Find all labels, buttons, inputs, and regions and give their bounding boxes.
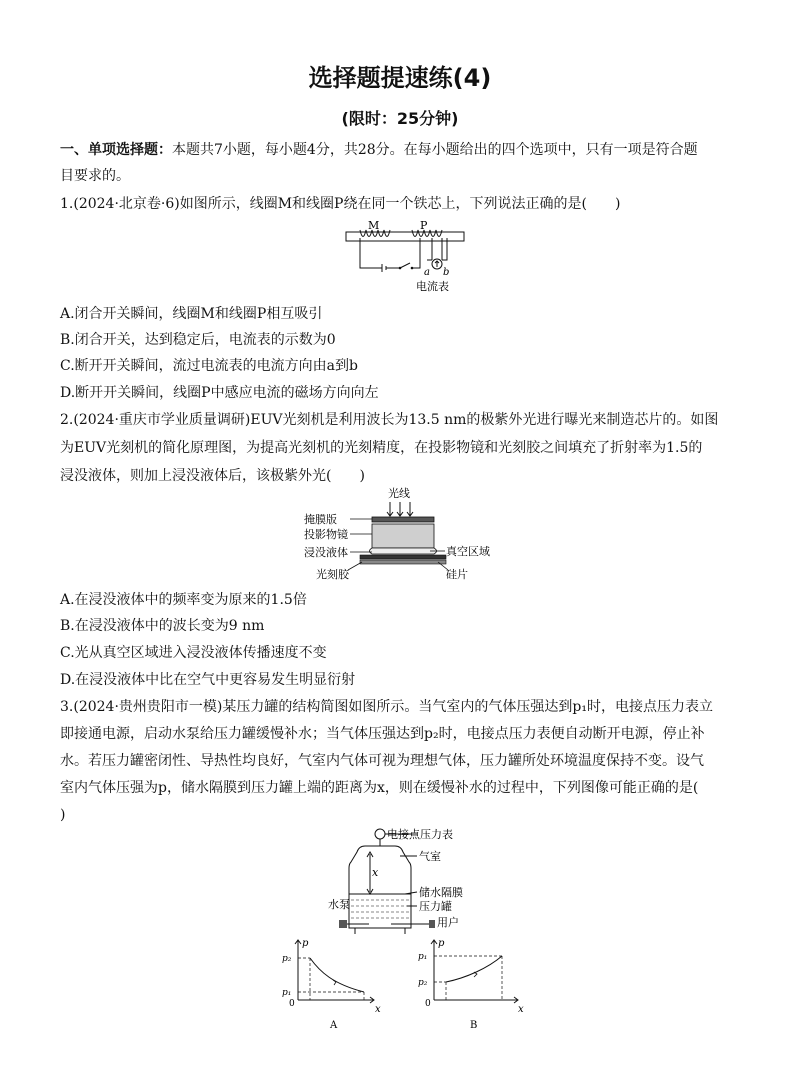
graph-b-tick-low: p₂ (418, 978, 428, 988)
graph-a-tick-high: p₂ (282, 954, 292, 964)
page-title: 选择题提速练(4) (308, 64, 492, 92)
q3-graph-b (414, 936, 524, 1032)
q3-prefix: 3.(2024· (60, 699, 119, 715)
tank-user-label: 用户 (437, 916, 459, 929)
q1-option-d: D.断开开关瞬间，线圈P中感应电流的磁场方向向左 (60, 385, 379, 401)
terminal-b-label: b (443, 267, 450, 278)
terminal-a-label: a (424, 267, 430, 278)
euv-wafer-label: 硅片 (446, 568, 468, 581)
q2-option-d: D.在浸没液体中比在空气中更容易发生明显衍射 (60, 672, 356, 688)
q2-stem-line-2: 为EUV光刻机的简化原理图，为提高光刻机的光刻精度，在投影物镜和光刻胶之间填充了折射率为1.5的 (60, 440, 703, 456)
q3-tank-figure (325, 826, 505, 934)
q3-stem-line-2: 即接通电源，启动水泵给压力罐缓慢补水；当气体压强达到p₂时，电接点压力表便自动断开电源，停止补 (60, 726, 705, 742)
coil-m-label: M (368, 220, 380, 232)
q3-stem (60, 697, 713, 717)
tank-x-label: x (372, 866, 379, 879)
section-intro (60, 140, 698, 160)
q3-source: 贵州贵阳市一模 (118, 699, 217, 715)
graph-b-origin: 0 (425, 999, 431, 1009)
euv-liquid-label: 浸没液体 (304, 546, 348, 559)
q1-stem (60, 194, 620, 214)
tank-diaphragm-label: 储水隔膜 (419, 886, 463, 899)
q3-stem-line-4: 室内气体压强为p，储水隔膜到压力罐上端的距离为x，则在缓慢补水的过程中，下列图像可能正确的是( (60, 780, 699, 796)
graph-a-x-label: x (375, 1004, 381, 1015)
q1-coil-figure (340, 220, 470, 296)
graph-a-tick-low: p₁ (282, 988, 292, 998)
q2-option-c: C.光从真空区域进入浸没液体传播速度不变 (60, 645, 327, 661)
q2-stem-line-3: 浸没液体，则加上浸没液体后，该极紫外光( ) (60, 468, 365, 484)
q2-option-b: B.在浸没液体中的波长变为9 nm (60, 618, 265, 634)
q1-option-c: C.断开开关瞬间，流过电流表的电流方向由a到b (60, 358, 358, 374)
q2-stem (60, 410, 718, 430)
tank-chamber-label: 气室 (419, 850, 441, 863)
graph-a-label: A (330, 1020, 338, 1031)
graph-b-y-label: p (438, 938, 445, 949)
coil-p-label: P (420, 220, 428, 232)
q1-stem-text: ·6)如图所示，线圈M和线圈P绕在同一个铁芯上，下列说法正确的是( ) (160, 196, 621, 212)
euv-resist-label: 光刻胶 (316, 568, 349, 581)
section-intro-text: 本题共7小题，每小题4分，共28分。在每小题给出的四个选项中，只有一项是符合题 (172, 142, 698, 158)
q1-option-a: A.闭合开关瞬间，线圈M和线圈P相互吸引 (60, 306, 323, 322)
q2-stem-text-1: )EUV光刻机是利用波长为13.5 nm的极紫外光进行曝光来制造芯片的。如图 (244, 412, 719, 428)
q3-graph-a (278, 936, 382, 1032)
q1-source: 北京卷 (118, 196, 161, 212)
section-heading: 一、单项选择题： (60, 142, 172, 158)
section-intro-cont: 目要求的。 (60, 168, 130, 184)
q2-option-a: A.在浸没液体中的频率变为原来的1.5倍 (60, 592, 307, 608)
q2-source: 重庆市学业质量调研 (118, 412, 245, 428)
q3-stem-line-3: 水。若压力罐密闭性、导热性均良好，气室内气体可视为理想气体，压力罐所处环境温度保持不变。设气 (60, 753, 704, 769)
q1-prefix: 1.(2024· (60, 196, 119, 212)
tank-pump-label: 水泵 (328, 898, 350, 911)
graph-b-x-label: x (518, 1004, 524, 1015)
q3-stem-line-5: ) (60, 807, 66, 823)
euv-lens-label: 投影物镜 (304, 528, 348, 541)
graph-b-tick-high: p₁ (418, 952, 428, 962)
graph-a-y-label: p (302, 938, 309, 949)
graph-b-label: B (470, 1020, 478, 1031)
q2-prefix: 2.(2024· (60, 412, 119, 428)
tank-tank-label: 压力罐 (419, 900, 452, 913)
q1-option-b: B.闭合开关，达到稳定后，电流表的示数为0 (60, 332, 336, 348)
page-subtitle: (限时：25分钟) (341, 109, 459, 128)
q3-stem-text-1: )某压力罐的结构简图如图所示。当气室内的气体压强达到p₁时，电接点压力表立 (216, 699, 713, 715)
euv-vacuum-label: 真空区域 (446, 545, 490, 558)
graph-a-origin: 0 (289, 999, 295, 1009)
tank-gauge-label: 电接点压力表 (387, 828, 453, 841)
ammeter-label: 电流表 (416, 280, 449, 293)
euv-mask-label: 掩膜版 (304, 513, 337, 526)
q2-euv-figure (300, 486, 510, 582)
euv-light-label: 光线 (388, 487, 410, 500)
